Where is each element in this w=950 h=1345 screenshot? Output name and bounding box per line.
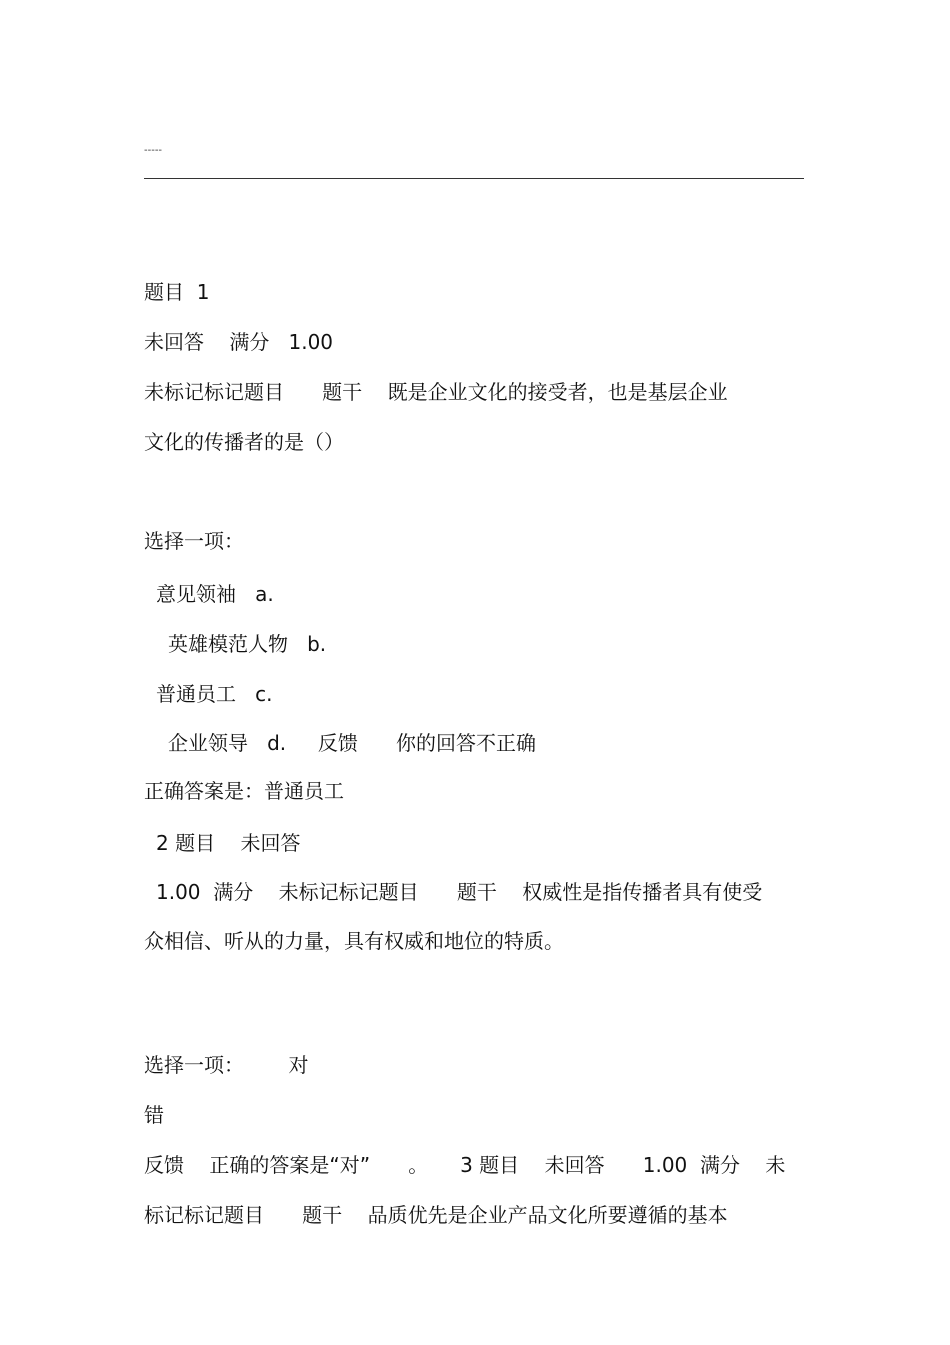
question-2-choose-true[interactable]: 选择一项： 对	[144, 1053, 309, 1077]
question-3-stem-line-1: 标记标记题目 题干 品质优先是企业产品文化所要遵循的基本	[144, 1203, 728, 1227]
question-1-stem-line-2: 文化的传播者的是（）	[144, 430, 344, 454]
question-2-stem-line-2: 众相信、听从的力量，具有权威和地位的特质。	[144, 929, 564, 953]
question-1-status: 未回答 满分 1.00	[144, 330, 334, 354]
question-1-correct-answer: 正确答案是：普通员工	[144, 779, 344, 803]
question-1-option-a[interactable]: 意见领袖 a.	[156, 582, 274, 606]
question-1-stem-line-1: 未标记标记题目 题干 既是企业文化的接受者，也是基层企业	[144, 380, 728, 404]
question-1-title: 题目 1	[144, 280, 210, 304]
header-mark: -----	[144, 145, 163, 156]
question-2-stem-line-1: 1.00 满分 未标记标记题目 题干 权威性是指传播者具有使受	[156, 880, 763, 904]
question-1-option-c[interactable]: 普通员工 c.	[156, 682, 273, 706]
question-2-title: 2 题目 未回答	[156, 831, 301, 855]
header-divider	[144, 178, 804, 179]
question-2-feedback-question-3: 反馈 正确的答案是“对” 。 3 题目 未回答 1.00 满分 未	[144, 1153, 786, 1177]
question-1-option-b[interactable]: 英雄模范人物 b.	[168, 632, 327, 656]
question-1-choose-label: 选择一项：	[144, 529, 244, 553]
question-1-option-d-feedback[interactable]: 企业领导 d. 反馈 你的回答不正确	[168, 731, 537, 755]
question-2-option-false[interactable]: 错	[144, 1103, 164, 1127]
